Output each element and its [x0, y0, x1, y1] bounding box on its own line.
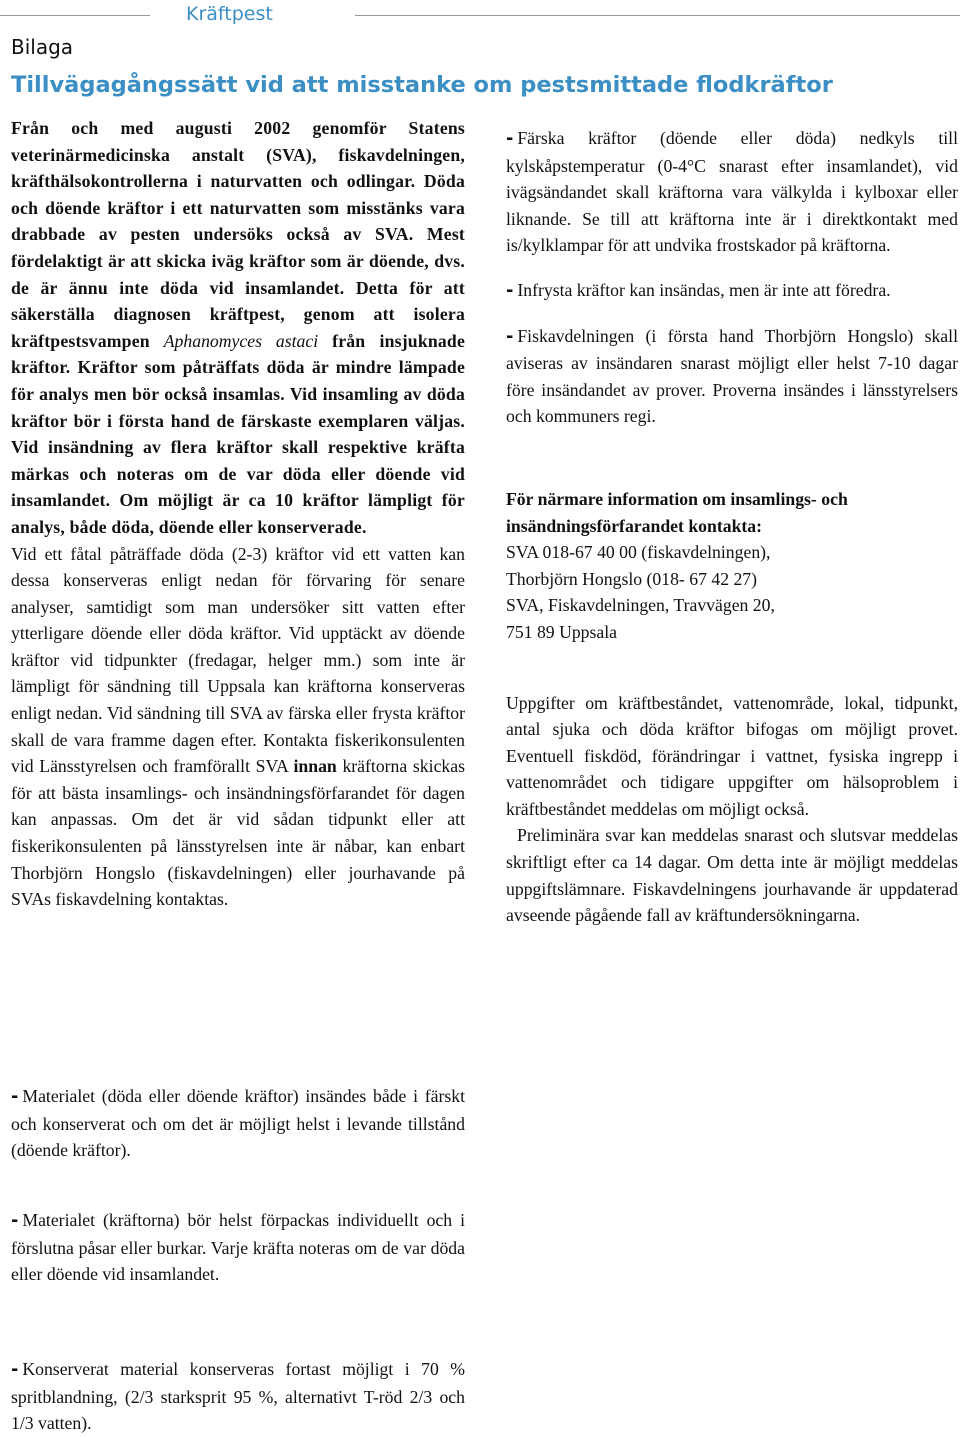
procedure-emphasis: innan [293, 756, 337, 777]
contact-line: SVA, Fiskavdelningen, Travvägen 20, [506, 595, 775, 616]
dash-marker: - [11, 1087, 19, 1107]
running-head: Kräftpest [186, 3, 273, 25]
dash-marker: - [11, 1360, 19, 1380]
intro-paragraph [11, 115, 465, 541]
list-item-text: Infrysta kräftor kan insändas, men är inte att föredra. [517, 279, 891, 300]
list-item [506, 323, 958, 430]
procedure-text-b: kräftorna skickas för att bästa insamlings- och insändningsförfarandet för dagen kan anpassas. Om det är vid sådan tidpunkt eller att fiskerikonsulenten på länsstyrelsen inte är nåbar, kan enbart Thorbjörn Hongslo (fiskavdelningen) eller jourhavande på SVAs fiskavdelning kontaktas. [11, 756, 465, 910]
right-column [506, 125, 958, 929]
species-name: Aphanomyces astaci [163, 330, 319, 351]
contact-line: SVA 018-67 40 00 (fiskavdelningen), [506, 542, 771, 563]
list-item-text: Konserverat material konserveras fortast möjligt i 70 % spritblandning, (2/3 starksprit 95 %, alternativt T-röd 2/3 och 1/3 vatten). [11, 1359, 465, 1434]
dash-marker: - [11, 1211, 19, 1231]
info-paragraph: Uppgifter om kräftbeståndet, vattenområde, lokal, tidpunkt, antal sjuka och döda kräftor bifogas om möjligt provet. Eventuell fiskdöd, förändringar i vattnet, fysiska ingrepp i vattenområdet och tidigare uppgifter om hälsoproblem i kräftbeståndet meddelas om möjligt också. [506, 692, 958, 819]
dash-marker: - [506, 280, 514, 301]
list-item [11, 1356, 465, 1437]
header-rule-right [355, 15, 960, 16]
list-item-text: Materialet (kräftorna) bör helst förpackas individuellt och i förslutna påsar eller burkar. Varje kräfta noteras om de var döda eller döende vid insamlandet. [11, 1210, 465, 1285]
contact-line: Thorbjörn Hongslo (018- 67 42 27) [506, 568, 758, 589]
procedure-text-a: Vid ett fåtal påträffade döda (2-3) kräftor vid ett vatten kan dessa konserveras enligt nedan för förvaring för senare analyser, samtidigt som man undersöker sitt vatten efter ytterligare döende eller döda kräftor. Vid upptäckt av döende kräftor vid tidpunkter (fredagar, helger mm.) som inte är lämpligt för sändning till Uppsala kan kräftorna konserveras enligt nedan. Vid sändning till SVA av färska eller frysta kräftor skall de vara framme dagen efter. Kontakta fiskerikonsulenten vid Länsstyrelsen och framförallt SVA [11, 543, 465, 777]
list-item-text: Fiskavdelningen (i första hand Thorbjörn Hongslo) skall aviseras av insändaren snarast möjligt eller helst 7-10 dagar före insändandet av prover. Proverna insändes i länsstyrelsers och kommuners regi. [506, 325, 958, 427]
list-item [506, 277, 958, 305]
section-label: Bilaga [11, 35, 74, 59]
list-item-text: Färska kräftor (döende eller döda) nedkyls till kylskåpstemperatur (0-4°C snarast efter insamlandet), vid ivägsändandet skall kräftorna vara välkylda i kylboxar eller liknande. Se till att kräftorna inte är i direktkontakt med is/kylklampar för att undvika frostskador på kräftorna. [506, 128, 958, 256]
list-item-text: Materialet (döda eller döende kräftor) insändes både i färskt och konserverat och om det är möjligt helst i levande tillstånd (döende kräftor). [11, 1086, 465, 1161]
dash-marker: - [506, 129, 514, 149]
intro-bold-text-end: från insjuknade kräftor. Kräftor som påträffats döda är mindre lämpade för analys men bör också insamlas. Vid insamling av döda kräftor bör i första hand de färskaste exemplaren väljas. Vid insändning av flera kräftor skall respektive kräfta märkas och noteras om de var döda eller döende vid insamlandet. Om möjligt är ca 10 kräftor lämpligt för analys, både döda, döende eller konserverade. [11, 330, 466, 537]
procedure-paragraph [11, 541, 465, 913]
list-item [11, 1083, 465, 1164]
contact-line: 751 89 Uppsala [506, 621, 618, 642]
page-title: Tillvägagångssätt vid att misstanke om pestsmittade flodkräftor [11, 72, 833, 98]
header-rule-left [0, 15, 150, 16]
closing-paragraph: Preliminära svar kan meddelas snarast och slutsvar meddelas skriftligt efter ca 14 dagar. Om detta inte är möjligt meddelas uppgiftslämnare. Fiskavdelningens jourhavande är uppdaterad avseende pågående fall av kräftundersökningarna. [506, 825, 958, 926]
list-item [506, 125, 958, 259]
intro-bold-text: Från och med augusti 2002 genomför Statens veterinärmedicinska anstalt (SVA), fiskavdelningen, kräfthälsokontrollerna i naturvatten och odlingar. Döda och döende kräftor i ett naturvatten som misstänks vara drabbade av pesten undersöks också av SVA. Mest fördelaktigt är att skicka iväg kräftor som är döende, dvs. de är ännu inte döda vid insamlandet. Detta för att säkerställa diagnosen kräftpest, genom att isolera kräftpestsvampen [11, 118, 465, 351]
contact-heading [506, 486, 958, 539]
list-item [11, 1207, 465, 1288]
dash-marker: - [506, 326, 514, 347]
left-column [11, 115, 465, 913]
contact-heading-text: För närmare information om insamlings- och insändningsförfarandet kontakta: [506, 488, 848, 536]
